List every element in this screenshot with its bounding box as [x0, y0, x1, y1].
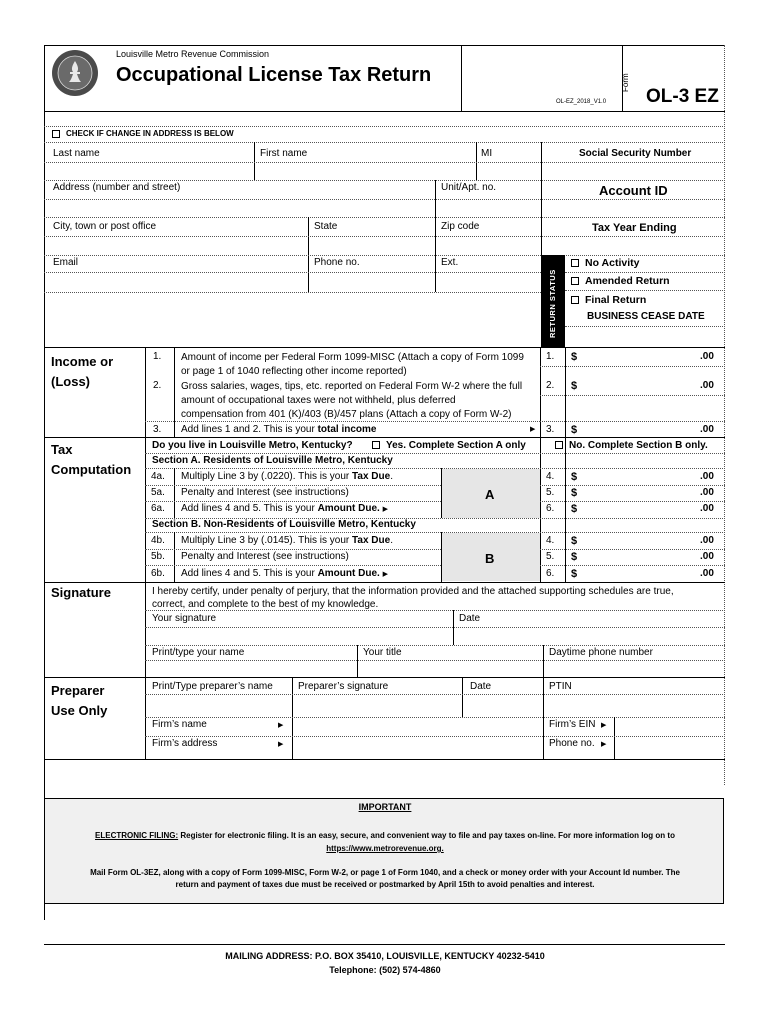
firm-address-label: Firm’s address [152, 738, 218, 749]
preparer-heading: Preparer Use Only [51, 683, 108, 718]
ptin-label: PTIN [549, 681, 572, 692]
line6b-amount-field[interactable] [580, 566, 695, 581]
firm-name-field[interactable] [294, 718, 541, 735]
line-ref: 6. [546, 568, 555, 579]
cents: .00 [700, 351, 714, 362]
mi-field[interactable] [478, 163, 539, 179]
preparer-signature-label: Preparer’s signature [298, 681, 389, 692]
signature-date-label: Date [459, 613, 481, 624]
ext-label: Ext. [441, 257, 459, 268]
line4b-description: Multiply Line 3 by (.0145). This is your Tax Due. [181, 535, 393, 546]
firm-ein-field[interactable] [616, 718, 723, 735]
business-cease-date-field[interactable] [566, 327, 724, 345]
line5a-description: Penalty and Interest (see instructions) [181, 487, 349, 498]
dollar-sign: $ [571, 380, 578, 392]
state-label: State [314, 221, 338, 232]
line1-description: Amount of income per Federal Form 1099-MISC (Attach a copy of Form 1099 or page 1 of 1040 reflecting other income reported) [181, 352, 524, 377]
address-field[interactable] [46, 200, 433, 216]
tax-computation-heading: Tax Computation [51, 442, 132, 477]
line-ref: 2. [546, 380, 555, 391]
line4a-amount-field[interactable] [580, 469, 695, 484]
line-ref: 1. [546, 351, 555, 362]
mi-label: MI [481, 148, 493, 159]
email-label: Email [53, 257, 79, 268]
form-version: OL-EZ_2018_V1.0 [556, 99, 607, 105]
your-signature-label: Your signature [152, 613, 217, 624]
line-ref: 4. [546, 535, 555, 546]
line-number: 6b. [151, 568, 165, 579]
line6a-amount-field[interactable] [580, 502, 695, 517]
arrow-right-icon: ▶ [278, 741, 284, 748]
line-ref: 4. [546, 471, 555, 482]
checkbox-icon[interactable] [52, 130, 60, 138]
certification-text: I hereby certify, under penalty of perjury, that the information provided and the attached supporting schedules are true, correct, and complete to the best of my knowledge. [152, 586, 674, 610]
address-change-label: CHECK IF CHANGE IN ADDRESS IS BELOW [66, 129, 234, 138]
cents: .00 [700, 503, 714, 514]
section-b-label: B [485, 551, 495, 566]
dollar-sign: $ [571, 471, 578, 483]
line6a-description: Add lines 4 and 5. This is your Amount Due. ▶ [181, 503, 388, 514]
status-final-return[interactable] [571, 294, 646, 306]
residency-question: Do you live in Louisville Metro, Kentucky? [152, 440, 353, 451]
dollar-sign: $ [571, 424, 578, 436]
louisville-seal-logo [51, 49, 99, 97]
signature-date-field[interactable] [455, 628, 723, 644]
preparer-phone-field[interactable] [616, 737, 723, 758]
address-change-checkbox[interactable] [52, 128, 234, 140]
agency-name: Louisville Metro Revenue Commission [116, 49, 270, 59]
status-amended-return[interactable] [571, 275, 670, 287]
your-title-field[interactable] [359, 661, 541, 676]
signature-heading: Signature [51, 585, 111, 600]
dollar-sign: $ [571, 551, 578, 563]
dollar-sign: $ [571, 568, 578, 580]
your-signature-field[interactable] [147, 628, 451, 644]
line-number: 1. [153, 351, 162, 362]
footer-telephone: Telephone: (502) 574-4860 [329, 965, 441, 975]
line4b-amount-field[interactable] [580, 533, 695, 548]
line-number: 6a. [151, 503, 165, 514]
tax-year-label: Tax Year Ending [592, 222, 677, 234]
print-name-field[interactable] [147, 661, 355, 676]
unit-field[interactable] [437, 200, 539, 216]
line5a-amount-field[interactable] [580, 486, 695, 501]
line-number: 4b. [151, 535, 165, 546]
cents: .00 [700, 471, 714, 482]
line5b-amount-field[interactable] [580, 550, 695, 565]
status-option-label: Final Return [585, 294, 647, 306]
line-ref: 5. [546, 551, 555, 562]
city-label: City, town or post office [53, 221, 157, 232]
status-option-label: Amended Return [585, 275, 670, 287]
cents: .00 [700, 487, 714, 498]
cents: .00 [700, 424, 714, 435]
preparer-name-label: Print/Type preparer’s name [152, 681, 273, 692]
line-ref: 6. [546, 503, 555, 514]
line-number: 5b. [151, 551, 165, 562]
business-cease-date-label: BUSINESS CEASE DATE [587, 311, 705, 322]
preparer-phone-label: Phone no. [549, 738, 595, 749]
ext-field[interactable] [437, 273, 539, 291]
tax-year-field[interactable] [543, 237, 723, 255]
unit-label: Unit/Apt. no. [441, 182, 497, 193]
line-number: 5a. [151, 487, 165, 498]
line1-amount-field[interactable] [580, 349, 695, 365]
preparer-signature-field[interactable] [294, 695, 460, 716]
status-option-label: No Activity [585, 257, 640, 269]
checkbox-icon[interactable] [571, 277, 579, 285]
zip-field[interactable] [437, 237, 539, 255]
firm-name-label: Firm’s name [152, 719, 207, 730]
line4a-description: Multiply Line 3 by (.0220). This is your Tax Due. [181, 471, 393, 482]
daytime-phone-label: Daytime phone number [549, 647, 653, 658]
checkbox-icon[interactable] [372, 441, 380, 449]
arrow-right-icon: ▶ [601, 722, 607, 729]
line3-description: Add lines 1 and 2. This is your total income [181, 424, 377, 435]
mailing-instructions: Mail Form OL-3EZ, along with a copy of Form 1099-MISC, Form W-2, or page 1 of Form 1040, and a check or money order with your Account Id number. The return and payment of taxes due must be received or postmarked by April 15th to avoid penalties and interest. [90, 868, 680, 889]
firm-address-field[interactable] [294, 737, 541, 758]
cents: .00 [700, 551, 714, 562]
dollar-sign: $ [571, 503, 578, 515]
phone-field[interactable] [310, 273, 433, 291]
important-title: IMPORTANT [358, 802, 412, 812]
section-b-title: Section B. Non-Residents of Louisville Metro, Kentucky [152, 519, 416, 530]
return-status-label: RETURN STATUS [548, 269, 557, 338]
dollar-sign: $ [571, 487, 578, 499]
preparer-name-field[interactable] [147, 695, 290, 716]
ptin-field[interactable] [545, 695, 723, 716]
cents: .00 [700, 568, 714, 579]
metro-revenue-link[interactable]: https://www.metrorevenue.org. [326, 844, 444, 853]
arrow-right-icon: ▶ [382, 571, 388, 578]
resident-no-checkbox[interactable] [555, 440, 708, 452]
last-name-label: Last name [53, 148, 100, 159]
your-title-label: Your title [363, 647, 402, 658]
section-a-label: A [485, 487, 495, 502]
resident-yes-checkbox[interactable] [372, 440, 526, 452]
phone-label: Phone no. [314, 257, 360, 268]
checkbox-icon[interactable] [571, 296, 579, 304]
preparer-date-label: Date [470, 681, 492, 692]
print-name-label: Print/type your name [152, 647, 245, 658]
arrow-right-icon: ▶ [601, 741, 607, 748]
arrow-right-icon: ▶ [278, 722, 284, 729]
line5b-description: Penalty and Interest (see instructions) [181, 551, 349, 562]
arrow-right-icon: ▶ [530, 426, 536, 433]
form-word: Form [621, 73, 630, 92]
cents: .00 [700, 535, 714, 546]
address-label: Address (number and street) [53, 182, 181, 193]
preparer-date-field[interactable] [464, 695, 541, 716]
line3-amount-field[interactable] [580, 422, 695, 436]
dollar-sign: $ [571, 535, 578, 547]
zip-label: Zip code [441, 221, 480, 232]
line-number: 4a. [151, 471, 165, 482]
checkbox-icon[interactable] [571, 259, 579, 267]
first-name-field[interactable] [256, 163, 474, 179]
firm-ein-label: Firm’s EIN [549, 719, 596, 730]
email-field[interactable] [46, 273, 306, 291]
resident-no-label: No. Complete Section B only. [569, 440, 708, 451]
ssn-field[interactable] [543, 163, 723, 179]
line2-amount-field[interactable] [580, 378, 695, 394]
form-title: Occupational License Tax Return [116, 64, 432, 86]
income-heading: Income or (Loss) [51, 354, 114, 389]
ssn-label: Social Security Number [579, 148, 692, 159]
account-id-label: Account ID [599, 183, 668, 198]
status-no-activity[interactable] [571, 257, 639, 269]
section-a-title: Section A. Residents of Louisville Metro, Kentucky [152, 455, 393, 466]
line2-description: Gross salaries, wages, tips, etc. reported on Federal Form W-2 where the full amount of occupational taxes were not withheld, plus deferred compensation from 401 (K)/403 (B)/457 plans (Attach a copy of Form W-2) [181, 381, 523, 420]
cents: .00 [700, 380, 714, 391]
line-number: 3. [153, 424, 162, 435]
dollar-sign: $ [571, 351, 578, 363]
electronic-filing-text: ELECTRONIC FILING: Register for electronic filing. It is an easy, secure, and convenient way to file and pay taxes on-line. For more information log on to https://www.metrorevenue.org. [95, 831, 675, 853]
mailing-address: MAILING ADDRESS: P.O. BOX 35410, LOUISVILLE, KENTUCKY 40232-5410 [225, 951, 545, 961]
checkbox-icon[interactable] [555, 441, 563, 449]
state-field[interactable] [310, 237, 433, 255]
arrow-right-icon: ▶ [382, 506, 388, 513]
daytime-phone-field[interactable] [545, 661, 723, 676]
line6b-description: Add lines 4 and 5. This is your Amount Due. ▶ [181, 568, 388, 579]
city-field[interactable] [46, 237, 306, 255]
first-name-label: First name [260, 148, 308, 159]
last-name-field[interactable] [46, 163, 252, 179]
line-ref: 5. [546, 487, 555, 498]
line-ref: 3. [546, 424, 555, 435]
line-number: 2. [153, 380, 162, 391]
form-code: OL-3 EZ [646, 86, 719, 107]
account-id-field[interactable] [543, 200, 723, 216]
resident-yes-label: Yes. Complete Section A only [386, 440, 526, 451]
